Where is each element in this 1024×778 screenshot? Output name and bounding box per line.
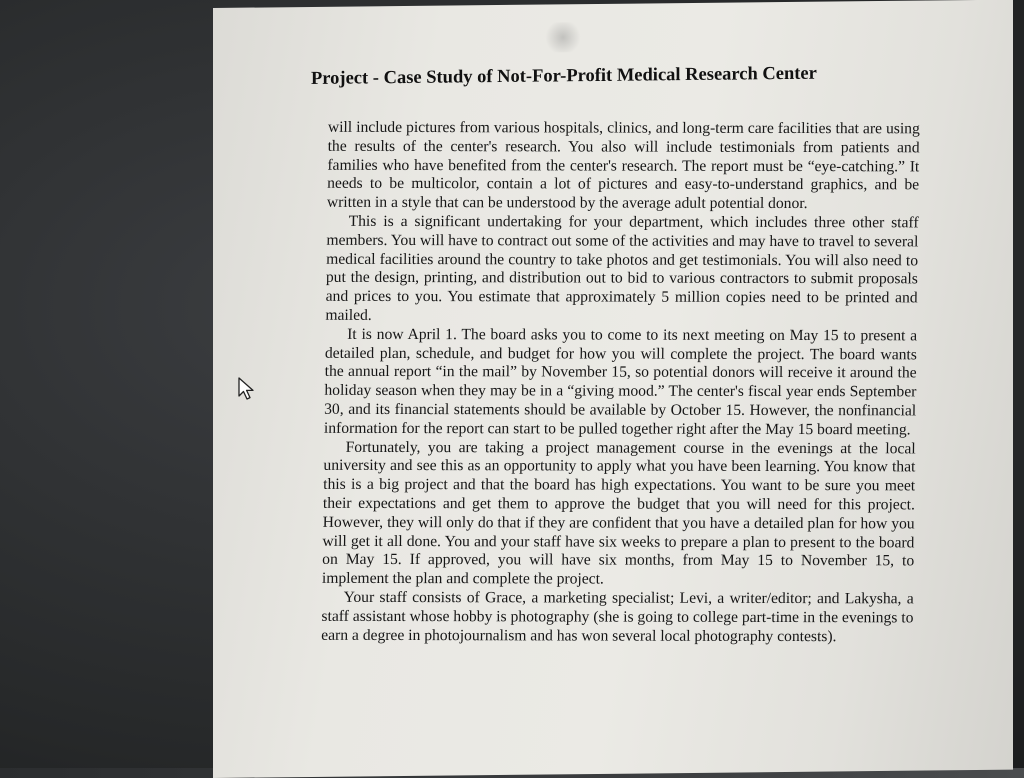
document-body <box>321 119 920 647</box>
paragraph-2: This is a significant undertaking for your department, which includes three other staff members. You will have to contract out some of the activities and may have to travel to several medical facilities around the country to take photos and get testimonials. You will also need to put the design, printing, and distribution out to bid to various contractors to submit proposals and prices to you. You estimate that approximately 5 million copies need to be printed and mailed. <box>325 212 919 324</box>
screen-glare <box>543 22 583 52</box>
paragraph-4: Fortunately, you are taking a project management course in the evenings at the local university and see this as an opportunity to apply what you have been learning. You know that this is a big project and that the board has high expectations. You want to be sure you meet their expectations and get them to approve the budget that you will need for this project. However, they will only do that if they are confident that you have a detailed plan for how you will get it all done. You and your staff have six weeks to prepare a plan to present to the board on May 15. If approved, you will have six months, from May 15 to November 15, to implement the plan and complete the project. <box>321 438 916 588</box>
paragraph-3: It is now April 1. The board asks you to come to its next meeting on May 15 to present a detailed plan, schedule, and budget for how you will complete the project. The board wants the annual report “in the mail” by November 15, so potential donors will receive it around the holiday season when they may be in a “giving mood.” The center's fiscal year ends September 30, and its financial statements should be available by October 15. However, the nonfinancial information for the report can start to be pulled together right after the May 15 board meeting. <box>323 325 918 439</box>
paragraph-5: Your staff consists of Grace, a marketing specialist; Levi, a writer/editor; and Lakysha, a staff assistant whose hobby is photography (she is going to college part-time in the evenings to earn a degree in photojournalism and has won several local photography contests). <box>321 588 914 645</box>
page-title: Project - Case Study of Not-For-Profit Medical Research Center <box>311 63 817 89</box>
paragraph-1: will include pictures from various hospitals, clinics, and long-term care facilities that are using the results of the center's research. You also will include testimonials from patients and families who have benefited from the center's research. The report must be “eye-catching.” It needs to be multicolor, contain a lot of pictures and easy-to-understand graphics, and be written in a style that can be understood by the average adult potential donor. <box>326 118 920 213</box>
document-page <box>213 0 1013 778</box>
mouse-pointer-icon <box>237 376 257 402</box>
